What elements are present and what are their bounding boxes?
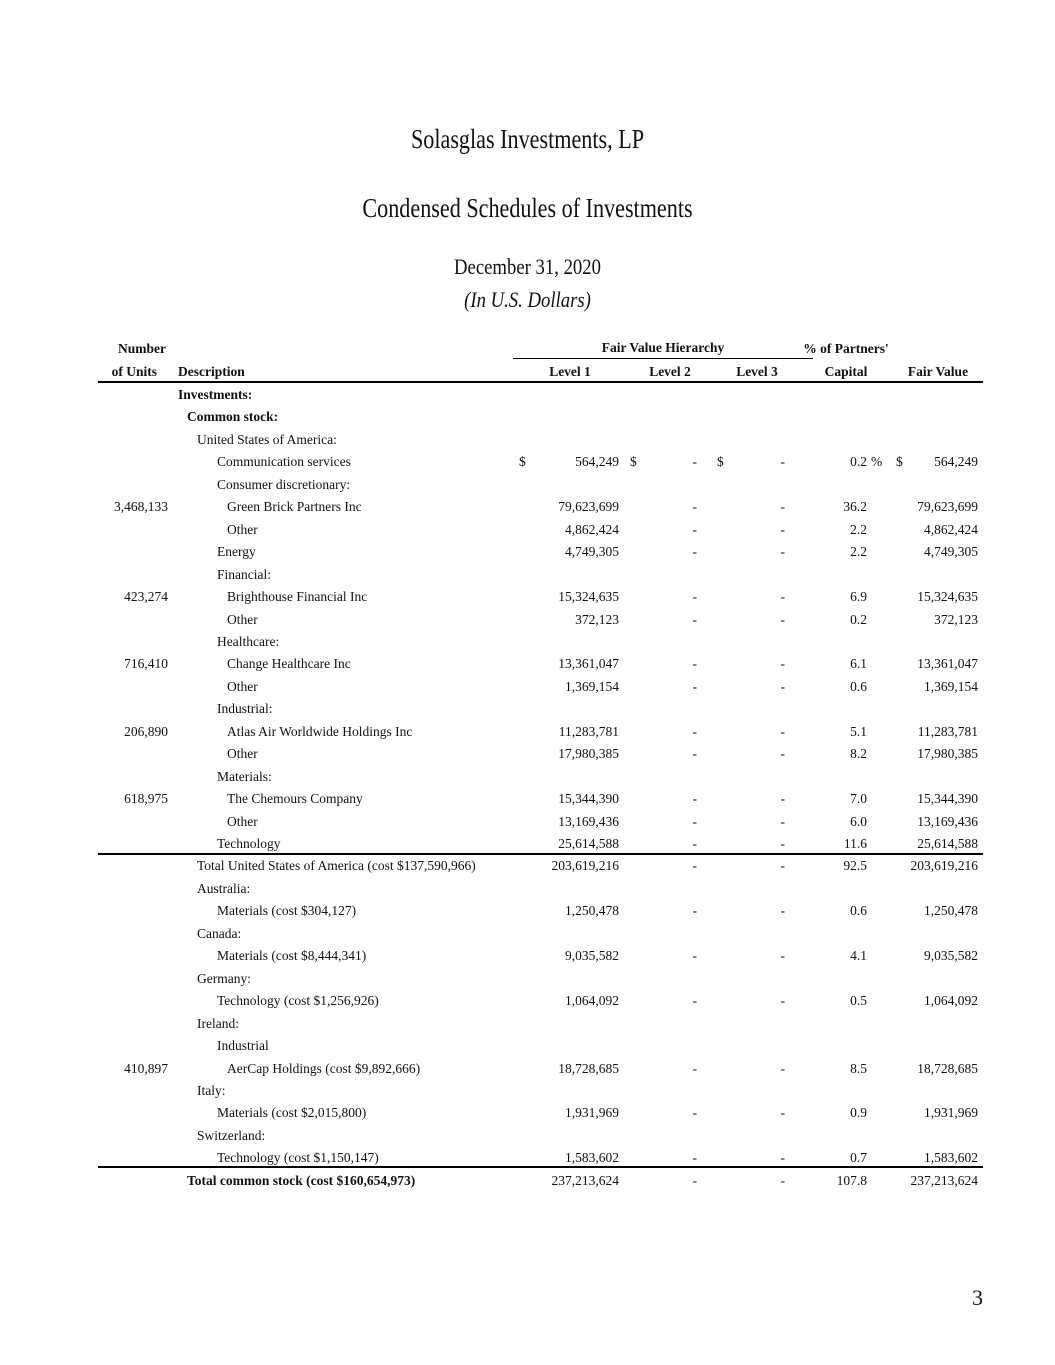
pct-capital-cell: 2.2 (850, 544, 867, 560)
pct-capital-cell: 0.6 (850, 903, 867, 919)
level3-cell: - (780, 1150, 785, 1166)
level3-cell: - (780, 1172, 785, 1188)
pct-capital-cell: 0.9 (850, 1105, 867, 1121)
description-cell: Other (227, 678, 258, 694)
header-rule (98, 381, 983, 383)
description-cell: Total United States of America (cost $137,590,966) (197, 858, 476, 874)
level3-cell: - (780, 791, 785, 807)
pct-capital-cell: 107.8 (836, 1172, 867, 1188)
level2-header: Level 2 (649, 364, 691, 379)
level2-cell: - (692, 1150, 697, 1166)
table-row (0, 406, 1055, 429)
table-row (0, 878, 1055, 901)
description-cell: Materials: (217, 768, 272, 784)
level1-cell: 18,728,685 (558, 1060, 619, 1076)
units-cell: 206,890 (124, 723, 168, 739)
level2-cell: - (692, 723, 697, 739)
table-row (0, 519, 1055, 542)
level2-cell: - (692, 1172, 697, 1188)
pct-capital-cell: 6.9 (850, 589, 867, 605)
document-title: Condensed Schedules of Investments (362, 193, 693, 223)
level3-cell: - (780, 993, 785, 1009)
dollar-sign: $ (630, 454, 637, 470)
dollar-sign: $ (717, 454, 724, 470)
table-row (0, 833, 1055, 856)
level2-cell: - (692, 1060, 697, 1076)
description-cell: Materials (cost $304,127) (217, 903, 357, 919)
description-cell: Green Brick Partners Inc (227, 499, 362, 515)
pct-capital-cell: 7.0 (850, 791, 867, 807)
table-row (0, 1170, 1055, 1193)
table-row (0, 564, 1055, 587)
table-row (0, 811, 1055, 834)
description-cell: Materials (cost $2,015,800) (217, 1105, 367, 1121)
table-row (0, 1035, 1055, 1058)
fair-value-cell: 13,169,436 (917, 813, 978, 829)
fair-value-cell: 4,749,305 (924, 544, 978, 560)
fair-value-cell: 18,728,685 (917, 1060, 978, 1076)
pct-capital-cell: 0.2 (850, 454, 867, 470)
level2-cell: - (692, 499, 697, 515)
table-row (0, 788, 1055, 811)
table-row (0, 1058, 1055, 1081)
fair-value-cell: 4,862,424 (924, 521, 978, 537)
description-cell: Investments: (178, 387, 253, 402)
fair-value-cell: 13,361,047 (917, 656, 978, 672)
pct-capital-cell: 4.1 (850, 948, 867, 964)
description-cell: Energy (217, 544, 256, 560)
level2-cell: - (692, 678, 697, 694)
description-cell: Other (227, 813, 258, 829)
level1-cell: 25,614,588 (558, 836, 619, 851)
level1-cell: 1,583,602 (565, 1150, 619, 1166)
units-cell: 423,274 (124, 589, 168, 605)
dollar-sign: $ (519, 454, 526, 470)
level1-cell: 1,369,154 (565, 678, 619, 694)
table-row (0, 923, 1055, 946)
description-cell: Other (227, 746, 258, 762)
table-row (0, 721, 1055, 744)
table-row (0, 698, 1055, 721)
level2-cell: - (692, 589, 697, 605)
fair-value-header: Fair Value (907, 364, 969, 379)
description-cell: Common stock: (187, 409, 279, 425)
level1-cell: 4,862,424 (565, 521, 619, 537)
pct-capital-cell: 6.0 (850, 813, 867, 829)
percent-symbol: % (871, 454, 883, 470)
fair-value-cell: 1,064,092 (924, 993, 978, 1009)
pct-capital-cell: 0.2 (850, 611, 867, 627)
level1-cell: 237,213,624 (551, 1172, 619, 1188)
level3-cell: - (780, 903, 785, 919)
level3-cell: - (780, 454, 785, 470)
description-cell: Change Healthcare Inc (227, 656, 351, 672)
description-cell: Communication services (217, 454, 351, 470)
fair-value-cell: 237,213,624 (910, 1172, 978, 1188)
table-row (0, 541, 1055, 564)
level1-cell: 13,169,436 (558, 813, 619, 829)
description-cell: Technology (217, 836, 281, 851)
level1-cell: 564,249 (575, 454, 619, 470)
pct-capital-cell: 0.5 (850, 993, 867, 1009)
level3-cell: - (780, 948, 785, 964)
pct-capital-cell: 2.2 (850, 521, 867, 537)
table-row (0, 586, 1055, 609)
pct-capital-cell: 5.1 (850, 723, 867, 739)
dollar-sign: $ (896, 454, 903, 470)
level2-cell: - (692, 611, 697, 627)
level2-cell: - (692, 948, 697, 964)
fair-value-cell: 1,250,478 (924, 903, 978, 919)
table-row (0, 474, 1055, 497)
description-cell: Atlas Air Worldwide Holdings Inc (227, 723, 413, 739)
description-cell: Technology (cost $1,150,147) (217, 1150, 379, 1166)
level1-cell: 1,931,969 (565, 1105, 619, 1121)
description-cell: Industrial: (217, 701, 273, 717)
table-row (0, 1102, 1055, 1125)
level2-cell: - (692, 521, 697, 537)
pct-capital-cell: 0.6 (850, 678, 867, 694)
description-cell: Consumer discretionary: (217, 476, 351, 492)
table-row (0, 900, 1055, 923)
table-row (0, 1125, 1055, 1148)
units-cell: 618,975 (124, 791, 168, 807)
level3-cell: - (780, 656, 785, 672)
level1-cell: 11,283,781 (558, 723, 619, 739)
level3-cell: - (780, 1105, 785, 1121)
fair-value-cell: 15,324,635 (917, 589, 978, 605)
level2-cell: - (692, 836, 697, 851)
level3-cell: - (780, 544, 785, 560)
pct-header-line1: % of Partners' (803, 341, 889, 356)
fair-value-cell: 564,249 (934, 454, 978, 470)
table-row (0, 676, 1055, 699)
fair-value-cell: 9,035,582 (924, 948, 978, 964)
description-cell: Other (227, 611, 258, 627)
table-row (0, 496, 1055, 519)
level2-cell: - (692, 454, 697, 470)
fair-value-cell: 1,369,154 (924, 678, 978, 694)
level3-cell: - (780, 499, 785, 515)
pct-capital-cell: 0.7 (850, 1150, 867, 1166)
level2-cell: - (692, 813, 697, 829)
description-cell: Financial: (217, 566, 271, 582)
level3-cell: - (780, 813, 785, 829)
hierarchy-underline (513, 358, 813, 359)
description-cell: Industrial (217, 1038, 269, 1054)
table-row (0, 451, 1055, 474)
description-cell: The Chemours Company (227, 791, 363, 807)
table-row (0, 609, 1055, 632)
level3-cell: - (780, 836, 785, 851)
table-row (0, 945, 1055, 968)
level2-cell: - (692, 903, 697, 919)
units-header-line2: of Units (111, 364, 157, 379)
table-row (0, 855, 1055, 878)
table-row (0, 968, 1055, 991)
level2-cell: - (692, 858, 697, 874)
units-cell: 410,897 (124, 1060, 168, 1076)
pct-capital-cell: 92.5 (843, 858, 867, 874)
description-cell: Total common stock (cost $160,654,973) (187, 1172, 416, 1188)
description-cell: Brighthouse Financial Inc (227, 589, 368, 605)
level2-cell: - (692, 993, 697, 1009)
level1-cell: 17,980,385 (558, 746, 619, 762)
level2-cell: - (692, 544, 697, 560)
description-header: Description (178, 364, 245, 379)
level1-cell: 1,250,478 (565, 903, 619, 919)
units-header-line1: Number (118, 341, 166, 356)
company-name: Solasglas Investments, LP (410, 124, 645, 154)
hierarchy-header: Fair Value Hierarchy (601, 340, 725, 355)
pct-capital-cell: 8.5 (850, 1060, 867, 1076)
table-row (0, 631, 1055, 654)
description-cell: Other (227, 521, 258, 537)
currency-note: (In U.S. Dollars) (464, 287, 591, 312)
level3-cell: - (780, 746, 785, 762)
table-row (0, 384, 1055, 407)
fair-value-cell: 372,123 (934, 611, 978, 627)
description-cell: Switzerland: (197, 1127, 266, 1143)
pct-capital-cell: 6.1 (850, 656, 867, 672)
level2-cell: - (692, 746, 697, 762)
level1-cell: 9,035,582 (565, 948, 619, 964)
pct-capital-cell: 11.6 (843, 836, 867, 851)
level1-cell: 15,324,635 (558, 589, 619, 605)
description-cell: Materials (cost $8,444,341) (217, 948, 367, 964)
pct-capital-cell: 36.2 (843, 499, 867, 515)
table-row (0, 766, 1055, 789)
fair-value-cell: 17,980,385 (917, 746, 978, 762)
table-row (0, 1080, 1055, 1103)
fair-value-cell: 203,619,216 (910, 858, 978, 874)
level3-cell: - (780, 723, 785, 739)
level1-cell: 203,619,216 (551, 858, 619, 874)
table-row (0, 990, 1055, 1013)
description-cell: Canada: (197, 925, 242, 941)
page-number: 3 (972, 1285, 983, 1310)
description-cell: Healthcare: (217, 633, 280, 649)
fair-value-cell: 79,623,699 (917, 499, 978, 515)
pct-header-line2: Capital (824, 364, 868, 379)
level3-cell: - (780, 858, 785, 874)
level3-cell: - (780, 1060, 785, 1076)
level1-cell: 4,749,305 (565, 544, 619, 560)
description-cell: Germany: (197, 970, 251, 986)
table-row (0, 429, 1055, 452)
level1-cell: 13,361,047 (558, 656, 619, 672)
units-cell: 3,468,133 (114, 499, 168, 515)
fair-value-cell: 1,583,602 (924, 1150, 978, 1166)
period-date: December 31, 2020 (454, 254, 601, 279)
level1-header: Level 1 (549, 364, 591, 379)
table-row (0, 653, 1055, 676)
level2-cell: - (692, 791, 697, 807)
level3-cell: - (780, 521, 785, 537)
pct-capital-cell: 8.2 (850, 746, 867, 762)
table-row (0, 1013, 1055, 1036)
fair-value-cell: 25,614,588 (917, 836, 978, 851)
description-cell: United States of America: (197, 431, 337, 447)
fair-value-cell: 1,931,969 (924, 1105, 978, 1121)
level1-cell: 1,064,092 (565, 993, 619, 1009)
level2-cell: - (692, 1105, 697, 1121)
description-cell: Ireland: (197, 1015, 239, 1031)
description-cell: Technology (cost $1,256,926) (217, 993, 379, 1009)
level3-cell: - (780, 611, 785, 627)
level3-cell: - (780, 589, 785, 605)
level3-cell: - (780, 678, 785, 694)
table-row (0, 1147, 1055, 1170)
fair-value-cell: 15,344,390 (917, 791, 978, 807)
level2-cell: - (692, 656, 697, 672)
description-cell: Australia: (197, 880, 251, 896)
table-row (0, 743, 1055, 766)
description-cell: AerCap Holdings (cost $9,892,666) (227, 1060, 421, 1076)
level1-cell: 79,623,699 (558, 499, 619, 515)
level3-header: Level 3 (736, 364, 778, 379)
description-cell: Italy: (197, 1082, 226, 1098)
level1-cell: 372,123 (575, 611, 619, 627)
level1-cell: 15,344,390 (558, 791, 619, 807)
fair-value-cell: 11,283,781 (917, 723, 978, 739)
units-cell: 716,410 (124, 656, 168, 672)
